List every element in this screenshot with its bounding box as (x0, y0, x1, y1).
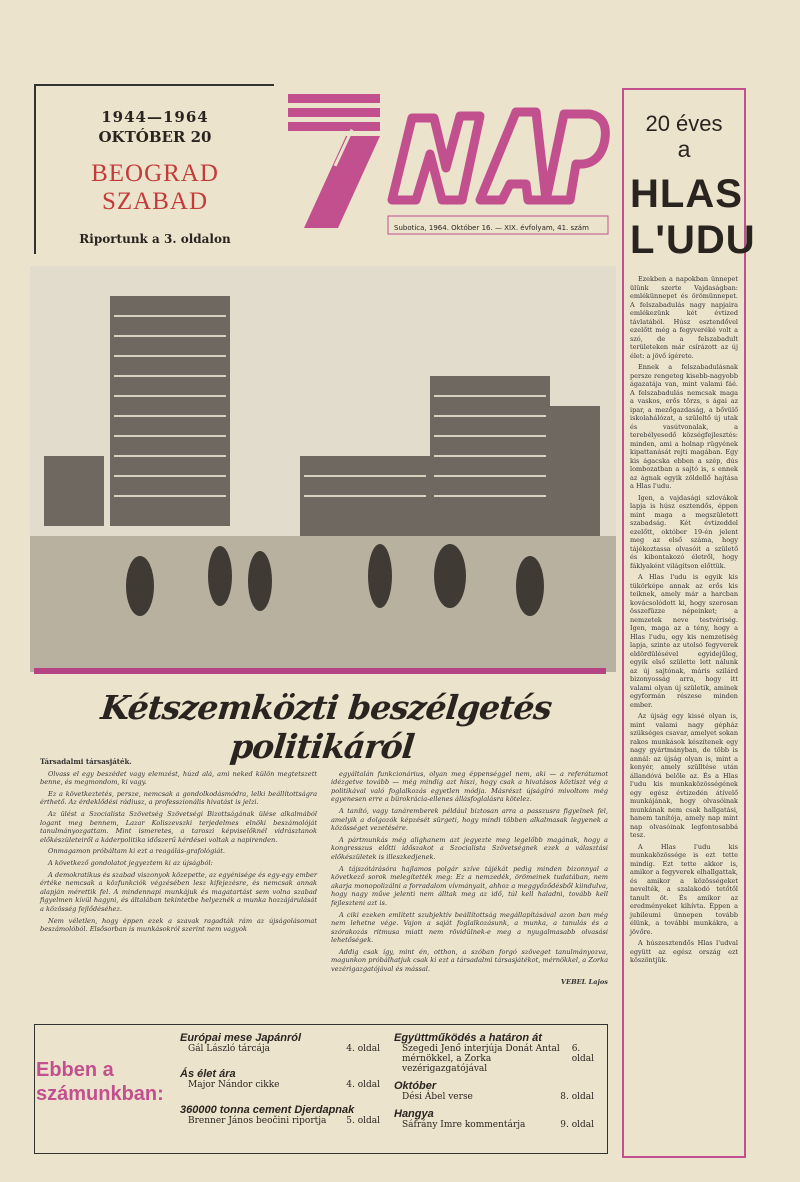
toc-desc: Dési Ábel verse (402, 1092, 473, 1102)
toc-title: Együttműködés a határon át (394, 1032, 542, 1044)
date-box (34, 84, 274, 254)
toc-page: 4. oldal (346, 1044, 380, 1054)
front-photo (30, 266, 616, 672)
sidebar-heading-3: HLAS (630, 172, 743, 216)
sidebar-body (630, 275, 738, 965)
toc-item[interactable] (180, 1068, 380, 1090)
toc-desc: Gál László tárcája (188, 1044, 271, 1054)
sidebar-paragraph: A Hlas l'udu is egyik kis tükörképe annak az erős kis teiknek, amely már a harcban kovácsolódott ki, hogy szerosan összefüzze népeinket; a nemzetek neve testvériség. Igen, maga az a tény, hogy a Hlas l'udu, egy kis nemzetiség lapja, szinte az utolsó fegyverek eldördülésével egyidejűleg, egyik első születte lett nálunk az új sajtónak, máris szilárd bizonyosság arra, hogy itt valami olyan új születik, aminek egyformán részese minden ember. (630, 573, 738, 709)
article-paragraph: A tanító, vagy tanáremberek például biztosan arra a passzusra figyelnek fel, amelyik a dolgozók képzését sürgeti, hogy mindi többen alkalmasak legyenek a közösséget vezetésére. (331, 806, 608, 833)
main-headline: Kétszemközti beszélgetés politikáról (98, 688, 554, 766)
article-paragraph: A pártmunkás még alighanem azt jegyezte meg legelőbb magának, hogy a kongresszus előtti időszakot a Szocialista Szövetségnek ezek a választási előkészületek is illeszkedjenek. (331, 835, 608, 861)
sidebar-paragraph: A húszesztendős Hlas l'udval együtt az egész ország ezt köszöntjük. (630, 939, 738, 964)
toc-page: 6. oldal (571, 1044, 595, 1064)
sidebar-heading-4: L'UDU (630, 218, 756, 262)
date: OKTÓBER 20 (98, 128, 212, 146)
main-article (40, 758, 608, 1028)
article-subtitle: Társadalmi társasjáték. (40, 757, 132, 766)
toc-page: 4. oldal (346, 1080, 380, 1090)
toc-page: 9. oldal (560, 1120, 594, 1130)
toc-item[interactable] (180, 1104, 380, 1126)
sidebar-paragraph: A Hlas l'udu kis munkaközössége is ezt tette mindig. Ezt tette akkor is, amikor a fegyverek elhallgattak, és amikor a közösségeket nevelték, a szalakodó tetőtől tanult öt. És amikor az eredményeket kihívta. Éppen a jubileumi ünnepen tovább élünk, a további munkákra, a jövőre. (630, 842, 738, 936)
sidebar-article (622, 88, 756, 1158)
article-paragraph: Nem véletlen, hogy éppen ezek a szavak ragadták rám az újságolásomat beszámolóból. Elsősorban is munkásokról szerint nem vagyok (40, 916, 317, 934)
article-paragraph: Olvass el egy beszédet vagy elemzést, húzd alá, ami neked külön megtetszett benne, és megmondom, ki vagy. (40, 769, 317, 787)
sidebar-paragraph: Az újság egy kissé olyan is, mint valami nagy gépház szükséges csavar, amelyet sokan rakos munkások készítenek egy nagy gyártmányban, de több is annál: az újság olyan is, mint a kenyér, amely szülltése után állandóvá belőle az. És a Hlas l'udu kis munkaközösségének egy egész évtizedén átívelő munkájának, hogy olvasóinak munkának nem csak hallgatási, hanem tanítója, amely nap mint nap olvasóinak legfontosabbá tesz. (630, 712, 738, 839)
contents-heading: Ebben a számunkban: (36, 1059, 164, 1105)
photo-illustration (30, 266, 616, 672)
sidebar-paragraph: Ennek a felszabadulásnak persze rengeteg kisebb-nagyobb ágazatája van, mint valami fáé. A felszabadulás nemcsak maga a vaskos, erős törzs, s ágai az ipar, a mezőgazdaság, a bővülő iskolahálózat, a szüleltő új utak és vasútvonalak, a terebélyesedő községfejlesztés: minden, ami a holnap rügyének kipattanását rejti magában. Egy kis ágacska ebben a szép, dús lombozatban a sajtó is, s ennek az ágnak egyik zöldellő hajtása a Hlas l'udu. (630, 363, 738, 490)
article-paragraph: A ciki ezeken említett szubjektív beállítottság megállapításával azon ban még nem lehetne vége. Vajon a saját foglalkozásunk, a munka, a tanulás és a szórakozás ritmusa miatt nem rövidülnek-e meg a nyugalmasabb olvasási lehetőségek. (331, 910, 608, 945)
masthead-logo (284, 88, 614, 248)
sidebar-heading-1: 20 éves (645, 111, 723, 136)
article-paragraph: A következő gondolatot jegyeztem ki az újságból: (48, 858, 213, 867)
toc-desc: Brenner János beočini riportja (188, 1116, 327, 1126)
article-paragraph: Az ülést a Szocialista Szövetség Szövetségi Bizottságának ülése alkalmából logant meg bennem, Lazar Koliszevszki terjedelmes elnöki beszámolóját tanulmányozgattam. Mint ismeretes, a taroszi képviselőknél vidrásztanok előkészületeiről a káderpolitika időszerű kérdései voltak a napirenden. (40, 809, 317, 844)
toc-title: Október (394, 1080, 437, 1092)
toc-page: 5. oldal (346, 1116, 380, 1126)
toc-page: 8. oldal (560, 1092, 594, 1102)
sidebar-heading-2: a (677, 136, 691, 162)
toc-item[interactable] (180, 1032, 380, 1054)
toc-desc: Major Nándor cikke (188, 1080, 280, 1090)
article-paragraph: egyáltalán funkcionárius, olyan meg éppenséggel nem, aki — a referátumot idézgetve tovább — még mindig azt hiszi, hogy csak a hivatásos köztiszt vég a politikával való foglalkozás egyetlen módja. Másrészt újságíró mivoltom még egyenesen erre a bürokrácia-ellenes állásfoglalásra kötelez. (331, 769, 608, 804)
sidebar-paragraph: Igen, a vajdasági szlovákok lapja is húsz esztendős, éppen mint maga a megszületett szabadság. Két évtizeddel ezelőtt, október 19-én jelent meg az első száma, hogy tájékoztassa olvasóit a születő és kibontakozó életről, hogy fáklyaként világítson előttük. (630, 493, 738, 570)
article-paragraph: A demokratikus és szabad viszonyok közepette, az egyénisége és egy-egy ember értéke nemcsak a közfunkciók végzésében lesz kifejezésre, és nemcsak annak alapján mérettik fel. A mindennapi munkájuk és magatartást sem volna szabad figyelmen kívül hagyni, és általában tekintetbe helyeznék a munka hozzájárulását a közösség fejlődéséhez. (40, 870, 317, 913)
toc-desc: Szegedi Jenő interjúja Donát Antal mérnökkel, a Zorka vezérigazgatójával (402, 1044, 560, 1074)
toc-item[interactable] (394, 1108, 594, 1130)
report-note: Riportunk a 3. oldalon (79, 232, 231, 246)
toc-title: Európai mese Japánról (180, 1032, 302, 1044)
issue-line: Subotica, 1964. Október 16. — XIX. évfolyam, 41. szám (394, 224, 589, 232)
sidebar-paragraph: Ezekben a napokban ünnepet ülünk szerte Vajdaságban: emlékünnepet és örömünnepet. A felszabadulás nagy napjaira emlékezünk két évtized távlatából. Húsz esztendővel ezelőtt még a fegyveréké volt a szó, de a felszabadult területeken már csírázott az új élet: a jövő ígérete. (630, 275, 738, 360)
article-column-2 (331, 770, 608, 987)
toc-item[interactable] (394, 1080, 594, 1102)
article-paragraph: A tájszótárásóra hajlamos polgár szíve tájékát pedig minden bizonnyal a következő sorok melegítették meg: Ez a nemzedék, örömeinek tudatában, nem akarja monopolizálni a forradalom vívmányait, ahhoz a meggyőződésből kiindulva, hogy nagy műve jelenti nem álltak meg az idő, túl kell haladni, tovább kell fejleszteni azt is. (331, 864, 608, 907)
toc-item[interactable] (394, 1032, 594, 1074)
toc-title: 360000 tonna cement Djerdapnak (180, 1104, 355, 1116)
toc-desc: Sáfrány Imre kommentárja (402, 1120, 526, 1130)
article-paragraph: Onmagamon próbáltam ki ezt a reagálás-grafológiát. (48, 847, 226, 856)
article-column-1 (40, 770, 317, 987)
years: 1944—1964 (101, 108, 209, 126)
toc-title: Ás élet ára (180, 1068, 236, 1080)
article-paragraph: Addig csak így, mint én, otthon, a szóban forgó szöveget tanulmányozva, magunkon próbálhatjuk csak ki ezt a társadalmi társasjátékot, mérnökkel, a Zorka vezérigazgatójával és mással. (331, 947, 608, 974)
article-author: VEBEL Lajos (560, 977, 608, 986)
divider-bar (34, 668, 606, 674)
article-paragraph: Ez a következtetés, persze, nemcsak a gondolkodásmódra, lelki beállítottságra érthető. Az érdeklődési rádiusz, a professzionális hivatást is jelzi. (40, 789, 317, 807)
city-headline: BEOGRAD SZABAD (91, 160, 219, 215)
toc-title: Hangya (394, 1108, 434, 1120)
